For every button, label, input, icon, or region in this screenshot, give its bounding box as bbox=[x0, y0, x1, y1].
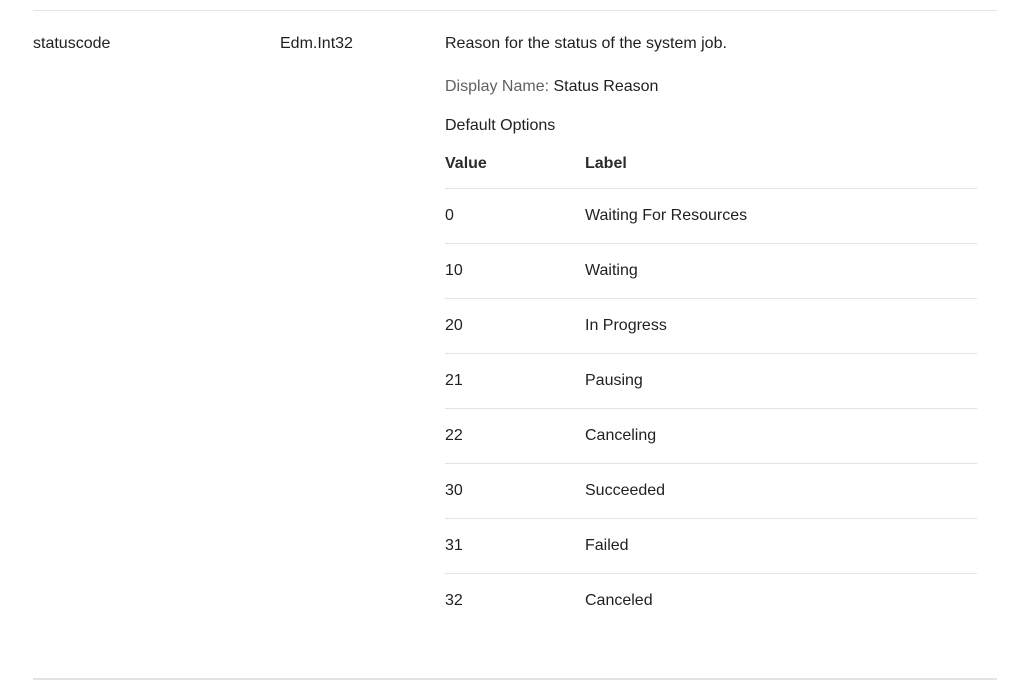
option-label: Canceled bbox=[585, 592, 653, 609]
option-value: 20 bbox=[445, 299, 585, 354]
default-options-table bbox=[445, 153, 977, 628]
attribute-description: Reason for the status of the system job. bbox=[445, 35, 727, 52]
display-name-value: Status Reason bbox=[553, 78, 659, 95]
options-header-row bbox=[445, 153, 977, 189]
option-value: 30 bbox=[445, 464, 585, 519]
option-value: 10 bbox=[445, 244, 585, 299]
option-label: In Progress bbox=[585, 299, 977, 354]
option-value: 22 bbox=[445, 409, 585, 464]
option-row bbox=[445, 244, 977, 299]
attribute-description-cell bbox=[445, 33, 997, 628]
option-row bbox=[445, 519, 977, 574]
option-row bbox=[445, 189, 977, 244]
option-row bbox=[445, 409, 977, 464]
option-label: Succeeded bbox=[585, 464, 977, 519]
option-label: Pausing bbox=[585, 354, 977, 409]
option-row bbox=[445, 299, 977, 354]
option-row bbox=[445, 464, 977, 519]
option-value: 21 bbox=[445, 354, 585, 409]
display-name-label: Display Name: bbox=[445, 78, 550, 95]
display-name-line bbox=[445, 76, 997, 98]
option-label: Waiting bbox=[585, 244, 977, 299]
option-value: 31 bbox=[445, 519, 585, 574]
option-label: Failed bbox=[585, 519, 977, 574]
attribute-name: statuscode bbox=[33, 35, 111, 52]
default-options-heading: Default Options bbox=[445, 117, 556, 134]
attribute-row-statuscode bbox=[33, 10, 997, 680]
options-header-value: Value bbox=[445, 153, 585, 189]
option-label: Canceling bbox=[585, 409, 977, 464]
option-value: 32 bbox=[445, 592, 463, 609]
option-row bbox=[445, 574, 977, 629]
options-header-label: Label bbox=[585, 153, 977, 189]
option-row bbox=[445, 354, 977, 409]
option-label: Waiting For Resources bbox=[585, 189, 977, 244]
option-value: 0 bbox=[445, 189, 585, 244]
attribute-type: Edm.Int32 bbox=[280, 35, 353, 52]
